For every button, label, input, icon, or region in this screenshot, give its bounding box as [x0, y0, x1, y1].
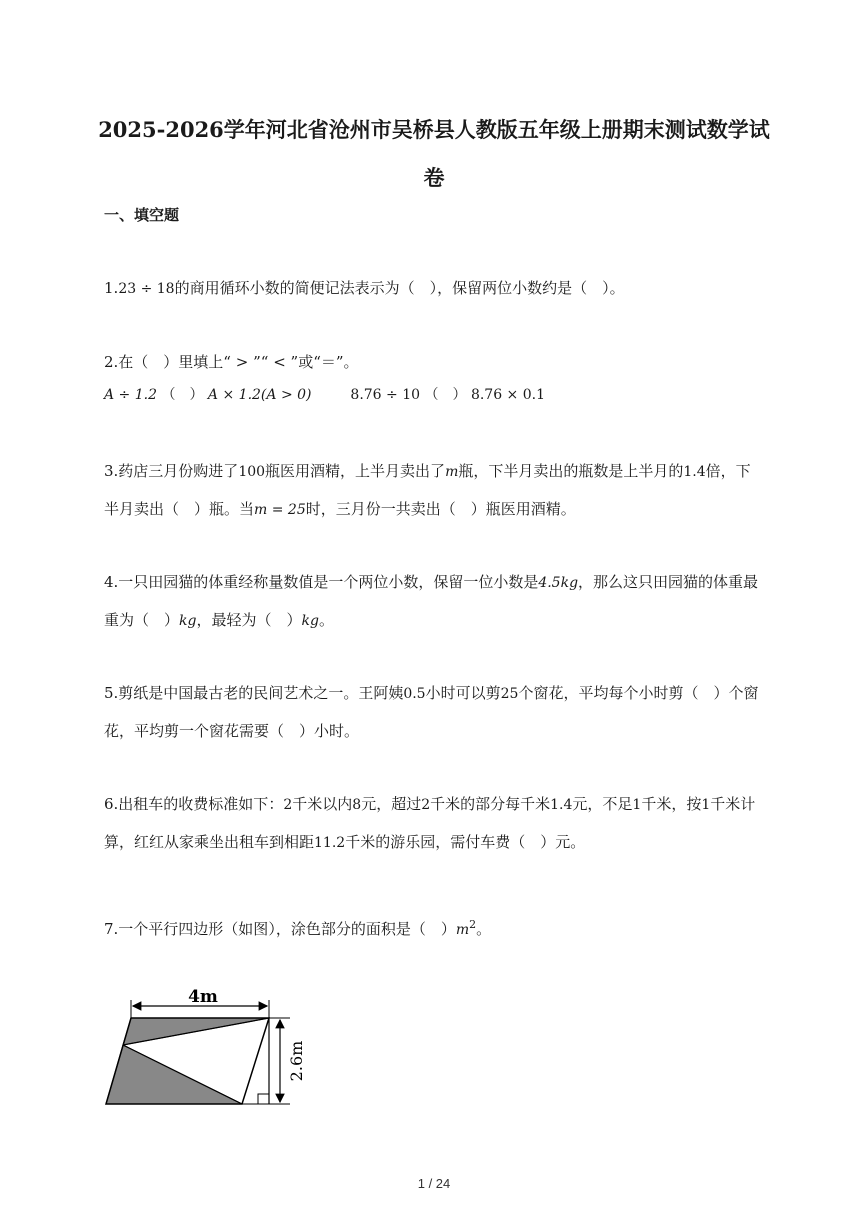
question-1: 1.23 ÷ 18的商用循环小数的简便记法表示为（ ），保留两位小数约是（ ）。 [104, 279, 625, 297]
math-expression: A ÷ 1.2 [104, 387, 158, 403]
shaded-triangle-bottom [106, 1045, 242, 1104]
question-6: 6.出租车的收费标准如下：2千米以内8元，超过2千米的部分每千米1.4元，不足1千米，按1千米计 算，红红从家乘坐出租车到相距11.2千米的游乐园，需付车费（ ）元。 [104, 795, 756, 851]
question-2: 2.在（ ）里填上“ > ”“ < ”或“＝”。 A ÷ 1.2 （ ） A × 1.2(A > 0) 8.76 ÷ 10 （ ） 8.76 × 0.1 [104, 353, 546, 403]
page-title: 2025-2026学年河北省沧州市吴桥县人教版五年级上册期末测试数学试 卷 [98, 117, 770, 190]
answer-blank: （ ） [424, 387, 467, 403]
width-label: 4m [188, 987, 218, 1007]
math-expression: 8.76 × 0.1 [470, 387, 546, 403]
page-number: 1 / 24 [417, 1176, 451, 1191]
question-4: 4.一只田园猫的体重经称量数值是一个两位小数，保留一位小数是4.5kg，那么这只田园猫的体重最 重为（ ）kg，最轻为（ ）kg。 [104, 573, 759, 629]
height-label: 2.6m [287, 1040, 306, 1082]
parallelogram-figure [104, 988, 304, 1112]
answer-blank: （ ） [161, 387, 204, 403]
question-5: 5.剪纸是中国最古老的民间艺术之一。王阿姨0.5小时可以剪25个窗花，平均每个小时剪（ ）个窗 花，平均剪一个窗花需要（ ）小时。 [104, 684, 759, 740]
section-heading: 一、填空题 [104, 206, 180, 224]
question-3: 3.药店三月份购进了100瓶医用酒精，上半月卖出了m瓶，下半月卖出的瓶数是上半月的1.4倍，下 半月卖出（ ）瓶。当m = 25时，三月份一共卖出（ ）瓶医用酒精。 [104, 462, 751, 518]
math-expression: A × 1.2(A > 0) [207, 387, 312, 403]
math-expression: 8.76 ÷ 10 [350, 387, 421, 403]
math-expression: 23 ÷ 18 [118, 281, 175, 297]
question-7: 7.一个平行四边形（如图），涂色部分的面积是（ ）$m^2$。 [104, 918, 492, 938]
right-angle-mark [258, 1094, 269, 1104]
